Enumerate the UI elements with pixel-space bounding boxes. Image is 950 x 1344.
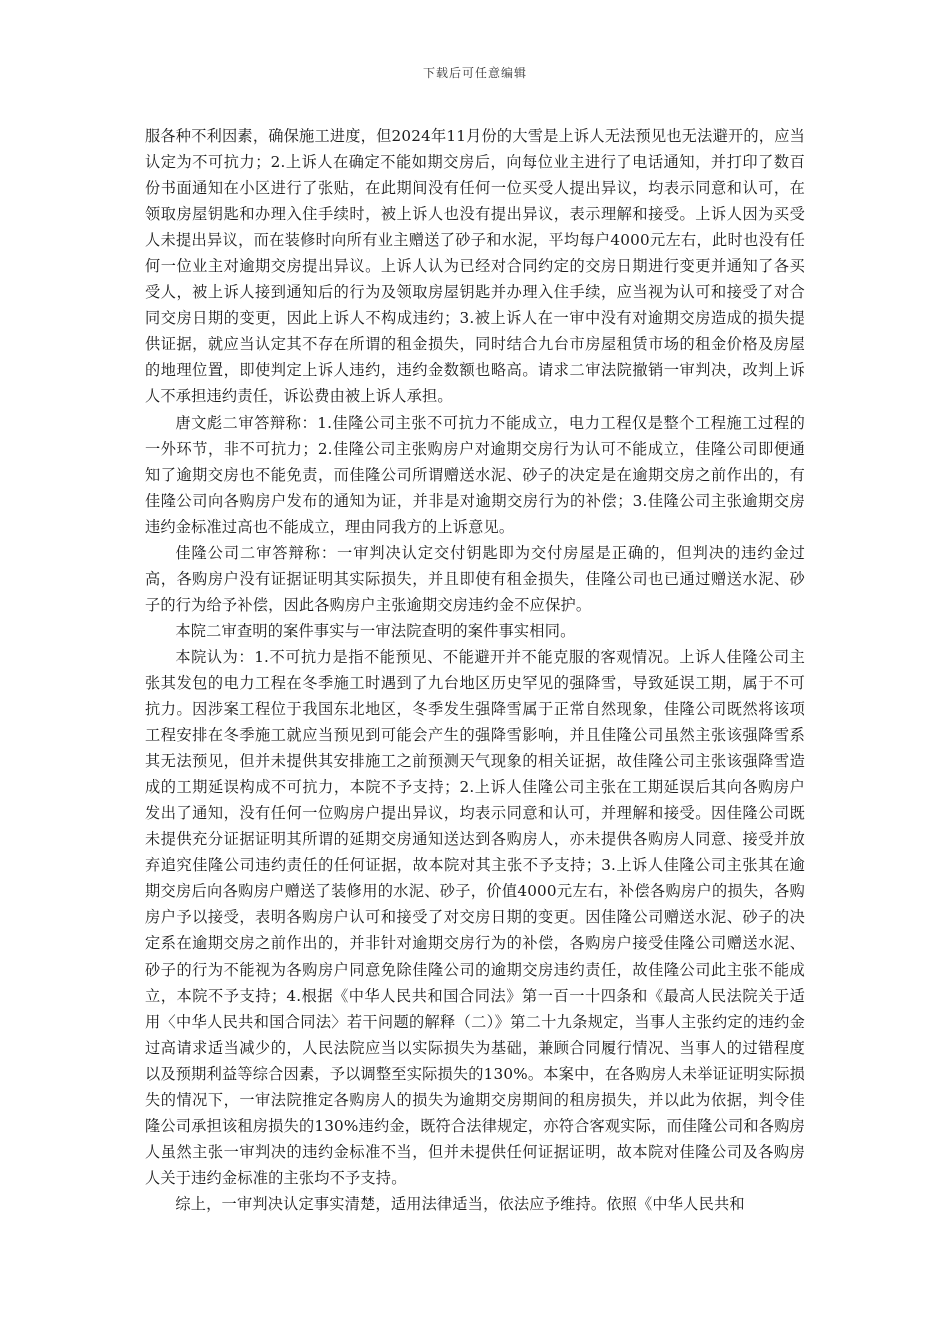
paragraph-appeal-reasons: 服各种不利因素，确保施工进度，但2024年11月份的大雪是上诉人无法预见也无法避开的，应当认定为不可抗力；2.上诉人在确定不能如期交房后，向每位业主进行了电话通知，并打印了数百份书面通知在小区进行了张贴，在此期间没有任何一位买受人提出异议，均表示同意和认可，在领取房屋钥匙和办理入住手续时，被上诉人也没有提出异议，表示理解和接受。上诉人因为买受人未提出异议，而在装修时向所有业主赠送了砂子和水泥，平均每户4000元左右，此时也没有任何一位业主对逾期交房提出异议。上诉人认为已经对合同约定的交房日期进行变更并通知了各买受人，被上诉人接到通知后的行为及领取房屋钥匙并办理入住手续，应当视为认可和接受了对合同交房日期的变更，因此上诉人不构成违约；3.被上诉人在一审中没有对逾期交房造成的损失提供证据，就应当认定其不存在所谓的租金损失，同时结合九台市房屋租赁市场的租金价格及房屋的地理位置，即使判定上诉人违约，违约金数额也略高。请求二审法院撤销一审判决，改判上诉人不承担违约责任，诉讼费由被上诉人承担。 (145, 127, 805, 406)
paragraph-facts-found: 本院二审查明的案件事实与一审法院查明的案件事实相同。 (175, 621, 576, 640)
paragraph-jialong-reply: 佳隆公司二审答辩称：一审判决认定交付钥匙即为交付房屋是正确的，但判决的违约金过高，各购房户没有证据证明其实际损失，并且即使有租金损失，佳隆公司也已通过赠送水泥、砂子的行为给予补偿，因此各购房户主张逾期交房违约金不应保护。 (145, 543, 805, 614)
paragraph-court-opinion: 本院认为：1.不可抗力是指不能预见、不能避开并不能克服的客观情况。上诉人佳隆公司主张其发包的电力工程在冬季施工时遇到了九台地区历史罕见的强降雪，导致延误工期，属于不可抗力。因涉案工程位于我国东北地区，冬季发生强降雪属于正常自然现象，佳隆公司既然将该项工程安排在冬季施工就应当预见到可能会产生的强降雪影响，并且佳隆公司虽然主张该强降雪系其无法预见，但并未提供其安排施工之前预测天气现象的相关证据，故佳隆公司主张该强降雪造成的工期延误构成不可抗力，本院不予支持；2.上诉人佳隆公司主张在工期延误后其向各购房户发出了通知，没有任何一位购房户提出异议，均表示同意和认可，并理解和接受。因佳隆公司既未提供充分证据证明其所谓的延期交房通知送达到各购房人，亦未提供各购房人同意、接受并放弃追究佳隆公司违约责任的任何证据，故本院对其主张不予支持；3.上诉人佳隆公司主张其在逾期交房后向各购房户赠送了装修用的水泥、砂子，价值4000元左右，补偿各购房户的损失，各购房户予以接受，表明各购房户认可和接受了对交房日期的变更。因佳隆公司赠送水泥、砂子的决定系在逾期交房之前作出的，并非针对逾期交房行为的补偿，各购房户接受佳隆公司赠送水泥、砂子的行为不能视为各购房户同意免除佳隆公司的逾期交房违约责任，故佳隆公司此主张不能成立，本院不予支持；4.根据《中华人民共和国合同法》第一百一十四条和《最高人民法院关于适用〈中华人民共和国合同法〉若干问题的解释（二）》第二十九条规定，当事人主张约定的违约金过高请求适当减少的，人民法院应当以实际损失为基础，兼顾合同履行情况、当事人的过错程度以及预期利益等综合因素，予以调整至实际损失的130%。本案中，在各购房人未举证证明实际损失的情况下，一审法院推定各购房人的损失为逾期交房期间的租房损失，并以此为依据，判令佳隆公司承担该租房损失的130%违约金，既符合法律规定，亦符合客观实际，而佳隆公司和各购房人虽然主张一审判决的违约金标准不当，但并未提供任何证据证明，故本院对佳隆公司及各购房人关于违约金标准的主张均不予支持。 (145, 647, 805, 1187)
page-header: 下载后可任意编辑 (422, 66, 527, 80)
paragraph-tang-wenbiao-reply: 唐文彪二审答辩称：1.佳隆公司主张不可抗力不能成立，电力工程仅是整个工程施工过程的一外环节，非不可抗力；2.佳隆公司主张购房户对逾期交房行为认可不能成立，佳隆公司即便通知了逾期交房也不能免责，而佳隆公司所谓赠送水泥、砂子的决定是在逾期交房之前作出的，有佳隆公司向各购房户发布的通知为证，并非是对逾期交房行为的补偿；3.佳隆公司主张逾期交房违约金标准过高也不能成立，理由同我方的上诉意见。 (145, 413, 805, 536)
paragraph-conclusion: 综上，一审判决认定事实清楚，适用法律适当，依法应予维持。依照《中华人民共和 (175, 1194, 745, 1213)
document-body (145, 123, 805, 1217)
